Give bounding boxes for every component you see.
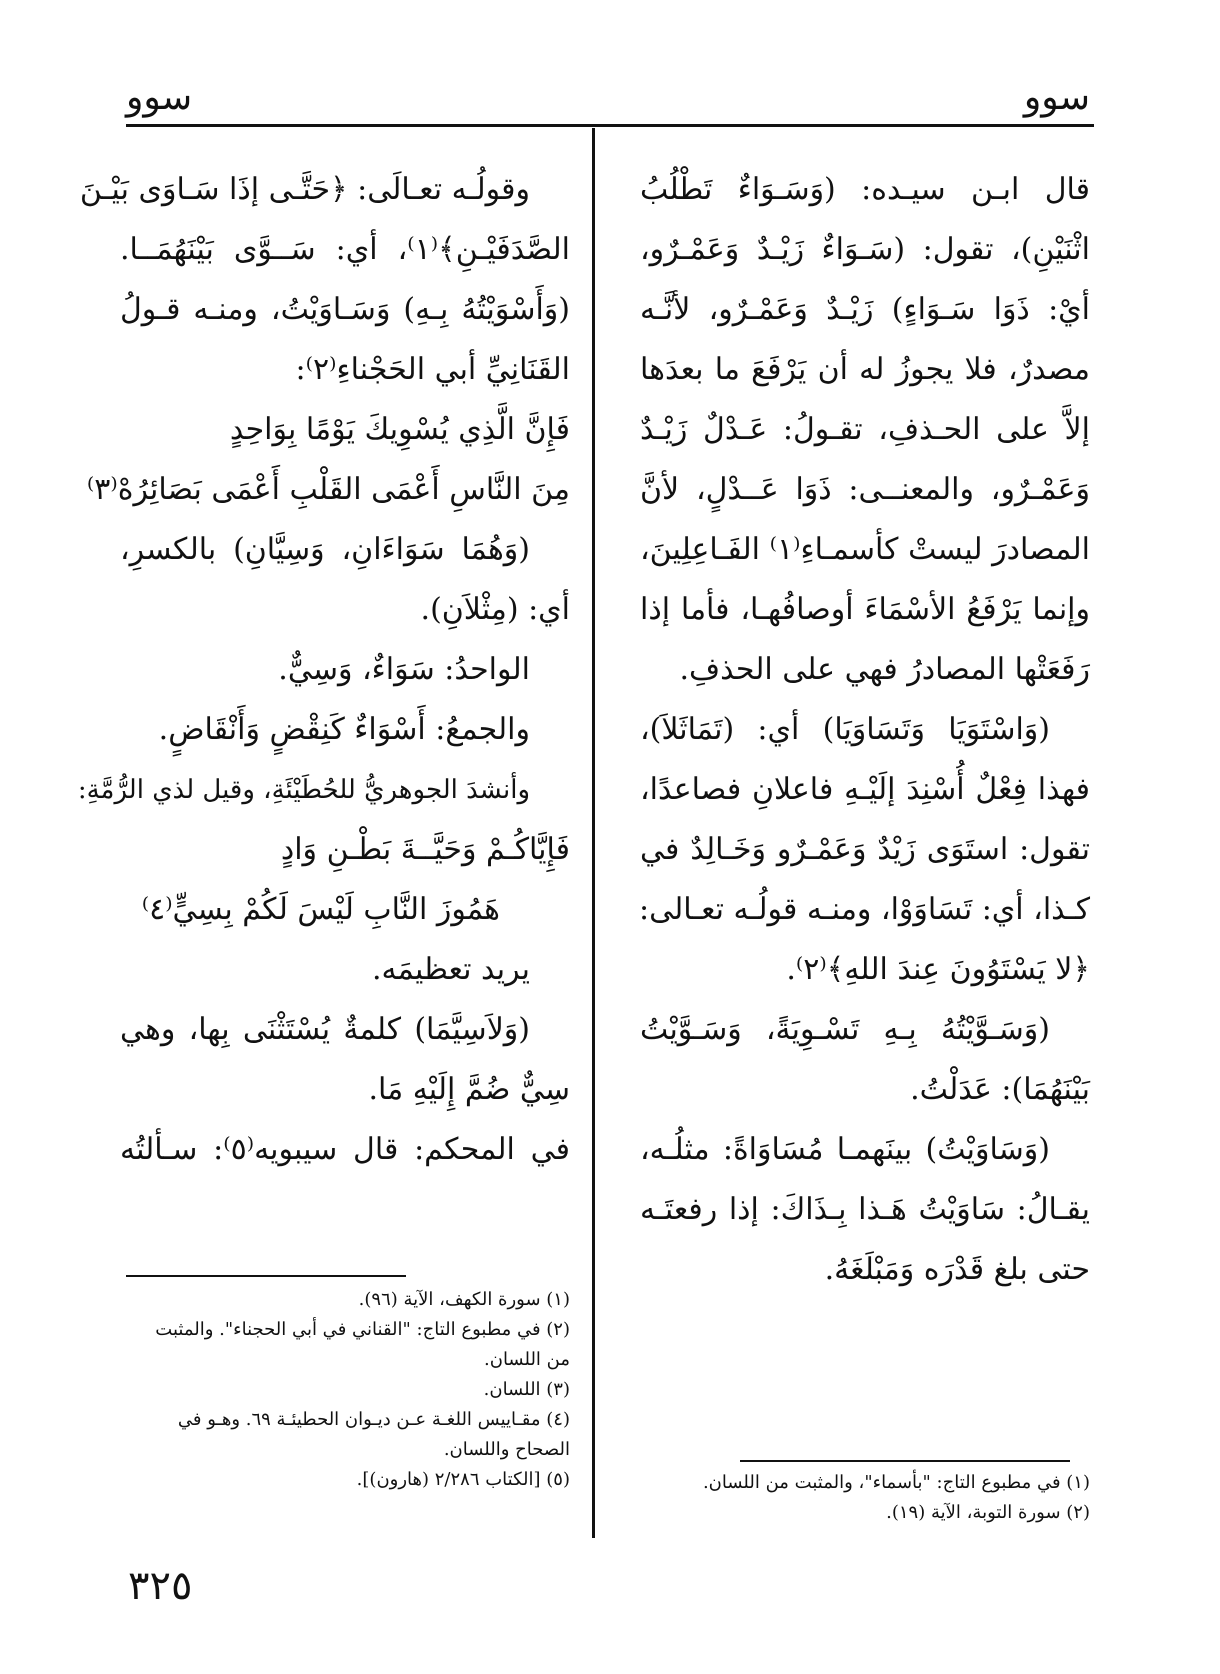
verse-line: فَإِنَّ الَّذِي يُسْوِيكَ يَوْمًا بِوَاحِدٍ bbox=[229, 412, 570, 447]
footnote: (٢) في مطبوع التاج: "القناني في أبي الحجناء". والمثبت bbox=[155, 1319, 570, 1340]
footnote-rule-right bbox=[740, 1460, 1070, 1462]
text-line: فهذا فِعْلٌ أُسْنِدَ إلَيْـهِ فاعلانِ فصاعدًا، bbox=[640, 772, 1090, 807]
verse-line: مِنَ النَّاسِ أَعْمَى القَلْبِ أَعْمَى بَصَائِرُهْ⁽٣⁾ bbox=[86, 472, 570, 507]
page-number: ٣٢٥ bbox=[128, 1563, 193, 1609]
text-line: يريد تعظيمَه. bbox=[372, 952, 530, 987]
left-column bbox=[77, 160, 570, 1180]
running-header-left: سوو bbox=[126, 77, 193, 118]
column-divider bbox=[592, 128, 595, 1538]
text-line: (وَاسْتَوَيَا وَتَسَاوَيَا) أي: (تَمَاثَلاَ)، bbox=[640, 712, 1050, 747]
text-line: والجمعُ: أَسْوَاءٌ كَنِقْضٍ وَأَنْقَاضٍ. bbox=[158, 712, 530, 747]
text-line: الصَّدَفَيْـنِ﴾⁽١⁾، أي: سَــوَّى بَيْنَهُمَــا. bbox=[120, 232, 570, 267]
text-line: وأنشدَ الجوهريُّ للحُطَيْئَةِ، وقيل لذي الرُّمَّةِ: bbox=[77, 775, 530, 805]
text-line: في المحكم: قال سيبويه⁽٥⁾: سـألتُه bbox=[120, 1132, 570, 1167]
text-line: (وَهُمَا سَوَاءَانِ، وَسِيَّانِ) بالكسرِ، bbox=[120, 532, 530, 567]
text-line: وَعَمْـرٌو، والمعنــى: ذَوَا عَــدْلٍ، لأنَّ bbox=[640, 472, 1090, 507]
text-line: اثْنَيْنِ)، تقول: (سَـوَاءٌ زَيْـدٌ وَعَمْـرٌو، bbox=[640, 232, 1090, 267]
text-line: (وَلاَسِيَّمَا) كلمةٌ يُسْتَثْنَى بِها، وهي bbox=[120, 1012, 530, 1047]
footnote: الصحاح واللسان. bbox=[443, 1439, 570, 1460]
text-line: سِيٌّ ضُمَّ إِلَيْهِ مَا. bbox=[368, 1072, 570, 1107]
footnote: (٥) [الكتاب ٢/٢٨٦ (هارون)]. bbox=[356, 1469, 570, 1490]
header-rule bbox=[126, 124, 1094, 127]
text-line: تقول: استَوَى زَيْدٌ وَعَمْـرٌو وَخَـالِدٌ في bbox=[640, 832, 1090, 867]
text-line: بَيْنَهُمَا): عَدَلْتُ. bbox=[910, 1072, 1090, 1107]
footnote: (٢) سورة التوبة، الآية (١٩). bbox=[886, 1502, 1090, 1523]
footnote: (٤) مقـاييس اللغـة عـن ديـوان الحطيئـة ٦٩. وهـو في bbox=[177, 1409, 570, 1430]
verse-line: هَمُوزَ النَّابِ لَيْسَ لَكُمْ بِسِيٍّ⁽٤⁾ bbox=[141, 892, 500, 927]
text-line: رَفَعَتْها المصادرُ فهي على الحذفِ. bbox=[679, 652, 1090, 687]
text-line: القَنَانِيِّ أبي الحَجْناءِ⁽٢⁾: bbox=[295, 352, 570, 387]
footnote: (١) سورة الكهف، الآية (٩٦). bbox=[358, 1289, 570, 1310]
quran-quote-line: ﴿لا يَسْتَوُونَ عِندَ اللهِ﴾⁽٢⁾. bbox=[786, 952, 1090, 987]
text-line: قال ابـن سيـده: (وَسَـوَاءٌ تَطْلُبُ bbox=[640, 172, 1090, 207]
text-line: وقولُـه تعـالَى: ﴿حَتَّـى إذَا سَـاوَى بَيْـنَ bbox=[79, 172, 530, 207]
text-line: الواحدُ: سَوَاءٌ، وَسِيٌّ. bbox=[278, 652, 530, 687]
text-line: حتى بلغ قَدْرَه وَمَبْلَغَهُ. bbox=[824, 1252, 1090, 1287]
footnote-rule-left bbox=[126, 1275, 406, 1277]
text-line: (وَأَسْوَيْتُهُ بِـهِ) وَسَـاوَيْتُ، ومنـه قـولُ bbox=[120, 292, 570, 327]
footnotes-right bbox=[640, 1468, 1090, 1528]
text-line: أي: (مِثْلاَنِ). bbox=[420, 592, 570, 627]
running-header-right: سوو bbox=[1023, 77, 1090, 118]
footnote: (١) في مطبوع التاج: "بأسماء"، والمثبت من اللسان. bbox=[702, 1472, 1090, 1493]
verse-line: فَإِيَّاكُـمْ وَحَيَّــةَ بَطْـنِ وَادٍ bbox=[280, 832, 570, 867]
text-line: أيْ: ذَوَا سَـوَاءٍ) زَيْـدٌ وَعَمْـرٌو، لأنَّـه bbox=[640, 292, 1090, 327]
text-line: يقـالُ: سَاوَيْتُ هَـذا بِـذَاكَ: إذا رفعتَـه bbox=[640, 1192, 1090, 1227]
text-line: كـذا، أي: تَسَاوَوْا، ومنـه قولُـه تعـالى: bbox=[638, 892, 1090, 927]
text-line: وإنما يَرْفَعُ الأسْمَاءَ أوصافُهـا، فأما إذا bbox=[640, 592, 1090, 627]
text-line: مصدرٌ، فلا يجوزُ له أن يَرْفَعَ ما بعدَها bbox=[640, 352, 1090, 387]
text-line: المصادرَ ليستْ كأسمـاءِ⁽١⁾ الفَـاعِلِينَ، bbox=[640, 532, 1090, 567]
right-column bbox=[640, 160, 1090, 1300]
footnotes-left bbox=[120, 1285, 570, 1495]
text-line: (وَسَاوَيْتُ) بينَهمـا مُسَاوَاةً: مثلُـه، bbox=[640, 1132, 1050, 1167]
text-line: إلاَّ على الحـذفِ، تقـولُ: عَـدْلٌ زَيْـدٌ bbox=[640, 412, 1090, 447]
footnote: (٣) اللسان. bbox=[483, 1379, 570, 1400]
footnote: من اللسان. bbox=[484, 1349, 570, 1370]
text-line: (وَسَـوَّيْتُهُ بِـهِ تَسْـوِيَةً، وَسَـوَّيْتُ bbox=[640, 1012, 1050, 1047]
